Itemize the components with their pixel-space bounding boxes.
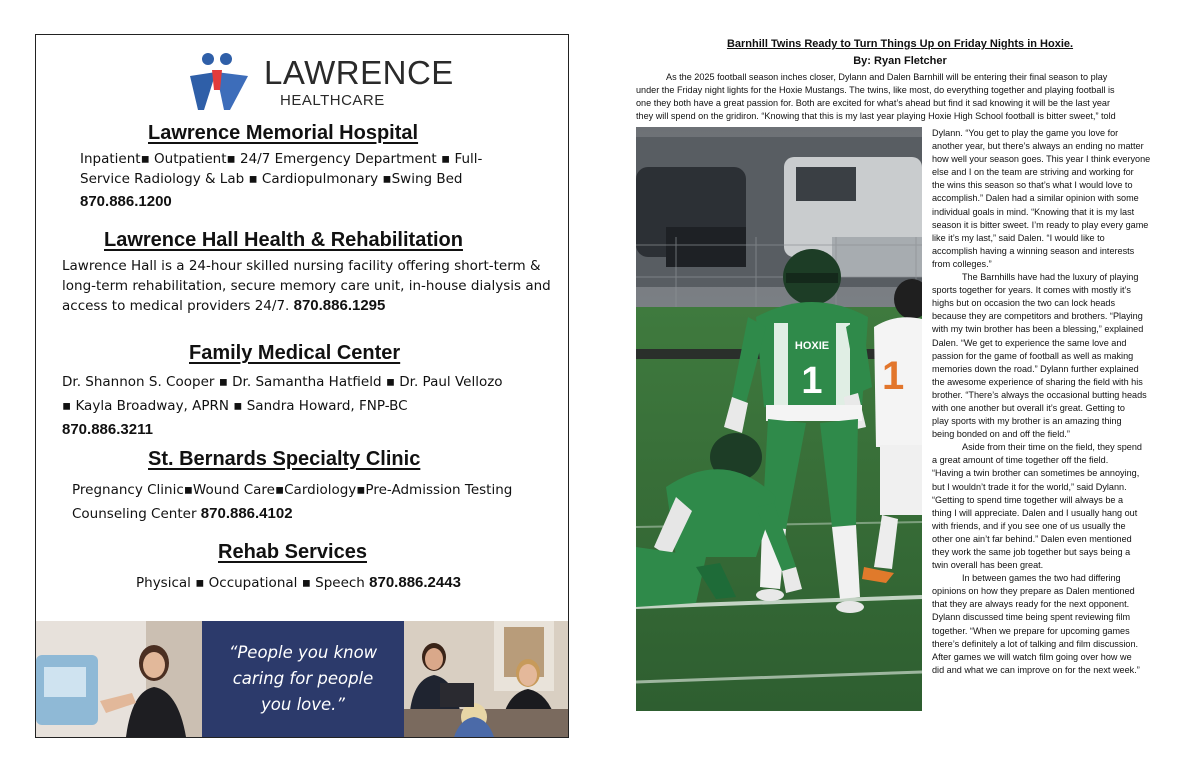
side_lines-line: Dylann. “You get to play the game you love for	[932, 128, 1119, 138]
rehab-services	[136, 573, 461, 593]
lawrence-hall-description	[62, 256, 551, 316]
hospital-phone: 870.886.1200	[80, 193, 172, 210]
side_lines-line: because they are competitors and brothers. “Playing	[932, 311, 1143, 322]
family-medical-line-2: ▪ Kayla Broadway, APRN ▪ Sandra Howard, FNP-BC	[62, 398, 408, 414]
st-bernards-line-2-text: Counseling Center	[72, 506, 201, 522]
side_lines-line: Aside from their time on the field, they spend	[962, 442, 1142, 453]
lawrence-hall-line-1: Lawrence Hall is a 24-hour skilled nursing facility offering short-term &	[62, 258, 541, 274]
top_lines-line: one they both have a great passion for. Both are excited for what’s ahead but find it sad knowing it will be the last year	[636, 98, 1111, 109]
side_lines-line: from colleges.”	[932, 258, 992, 269]
side_lines-line: highs but on occasion the two can lock heads	[932, 298, 1116, 309]
family-medical-providers	[62, 372, 503, 416]
photo-strip	[36, 621, 568, 737]
side_lines-line: a great amount of time together off the field.	[932, 455, 1109, 466]
side_lines-line: the awesome experience of sharing the field with his	[932, 376, 1143, 387]
side_lines-line: “Having a twin brother can sometimes be annoying,	[932, 468, 1140, 479]
side_lines-line: other one ain’t far behind.” Dalen even mentioned	[932, 533, 1132, 544]
lawrence-logo	[186, 50, 454, 112]
side_lines-line: together. “When we prepare for upcoming games	[932, 625, 1130, 636]
side_lines-line: memories down the road.” Dylann further explained	[932, 363, 1139, 374]
st-bernards-services	[72, 480, 512, 524]
healthcare-ad	[35, 34, 569, 738]
side_lines-line: the wins this season so that’s what I would love to	[932, 180, 1133, 191]
section-title-st-bernards: St. Bernards Specialty Clinic	[148, 448, 421, 470]
side_lines-line: how well your season goes. This year I think everyone	[932, 154, 1151, 165]
side_lines-line: season it is bitter sweet. I’m ready to play every game	[932, 219, 1149, 230]
side_lines-line: opinions on how they prepare as Dalen mentioned	[932, 586, 1135, 597]
side_lines-line: In between games the two had differing	[962, 573, 1121, 584]
article-title: Barnhill Twins Ready to Turn Things Up on Friday Nights in Hoxie.	[726, 38, 1074, 50]
side_lines-line: sports together for years. It comes with mostly it’s	[932, 285, 1131, 296]
side_lines-line: being bonded on and off the field.”	[932, 429, 1070, 440]
family-medical-phone: 870.886.3211	[62, 421, 153, 438]
side_lines-line: passion for the game of football as well as making	[932, 350, 1134, 361]
football-photo	[636, 127, 922, 711]
quote-banner	[202, 621, 404, 737]
st-bernards-line-2	[72, 504, 512, 524]
side_lines-line: did and what we can improve on for the next week.”	[932, 664, 1140, 675]
article-intro	[636, 71, 1164, 123]
side_lines-line: there’s definitely a lot of talking and film discussion.	[932, 638, 1139, 649]
side_lines-line: with my twin brother has been a blessing,” explained	[932, 324, 1144, 335]
lawrence-hall-phone: 870.886.1295	[293, 297, 386, 314]
side_lines-line: brother. “There’s always the occasional butting heads	[932, 389, 1147, 400]
st-bernards-line-1: Pregnancy Clinic▪Wound Care▪Cardiology▪Pre-Admission Testing	[72, 482, 513, 498]
side_lines-line: accomplish having a winning season and interests	[932, 245, 1135, 256]
hospital-services-line-2: Service Radiology & Lab ▪ Cardiopulmonary ▪Swing Bed	[80, 171, 463, 187]
side_lines-line: “Getting to spend time together will always be a	[932, 494, 1124, 505]
side_lines-line: Dalen. “We get to experience the same love and	[932, 337, 1127, 348]
side_lines-line: they work the same job together but says being a	[932, 547, 1131, 557]
jersey-number: 1	[801, 360, 823, 402]
people-logo-icon	[186, 50, 258, 112]
lawrence-hall-line-2: long-term rehabilitation, secure memory care unit, in-house dialysis and	[62, 278, 551, 294]
hospital-services-line-1: Inpatient▪ Outpatient▪ 24/7 Emergency Department ▪ Full-	[80, 151, 483, 167]
side_lines-line: like it’s my last,” said Dalen. “I would like to	[932, 232, 1105, 243]
section-title-lawrence-hall: Lawrence Hall Health & Rehabilitation	[104, 229, 463, 251]
side_lines-line: twin overall has been great.	[932, 560, 1044, 571]
article-byline: By: Ryan Fletcher	[853, 55, 947, 67]
hospital-services	[80, 149, 482, 189]
top_lines-line: they will spend on the gridiron. “Knowing that this is my last year playing Hoxie High School football is bitter sweet,” told	[636, 111, 1116, 122]
section-title-hospital: Lawrence Memorial Hospital	[148, 122, 419, 144]
lawrence-hall-line-3-text: access to medical providers 24/7.	[62, 298, 294, 314]
side_lines-line: with one another but overall it’s great. Getting to	[932, 402, 1125, 413]
side_lines-line: After games we will watch film going over how we	[932, 651, 1132, 662]
logo-subtitle: HEALTHCARE	[280, 92, 385, 109]
staff-photo	[404, 621, 568, 737]
st-bernards-phone: 870.886.4102	[200, 505, 293, 522]
nurse-photo	[36, 621, 202, 737]
article-body	[932, 127, 1168, 677]
side_lines-line: that they are always ready for the next opponent.	[932, 599, 1130, 610]
rehab-services-text: Physical ▪ Occupational ▪ Speech	[136, 575, 370, 591]
side_lines-line: else and I on the team are striving and working for	[932, 167, 1134, 178]
section-title-family-medical: Family Medical Center	[189, 342, 401, 364]
opponent-jersey-number: 1	[882, 354, 905, 398]
section-title-rehab: Rehab Services	[218, 541, 367, 563]
logo-name: LAWRENCE	[264, 54, 454, 91]
side_lines-line: play sports with my brother is an amazing thing	[932, 416, 1122, 427]
side_lines-line: but I wouldn’t trade it for the world,” said Dylann.	[932, 481, 1127, 492]
jersey-team-text: HOXIE	[794, 340, 830, 352]
side_lines-line: individual goals in mind. “Knowing that it is my last	[932, 206, 1135, 217]
side_lines-line: accomplish.” Dalen had a similar opinion with some	[932, 193, 1139, 204]
side_lines-line: thing I will appreciate. Dalen and I usually hang out	[932, 507, 1138, 518]
quote-text: “People you know caring for people you love.”	[228, 643, 378, 714]
lawrence-hall-line-3	[62, 296, 551, 316]
top_lines-line: under the Friday night lights for the Hoxie Mustangs. The twins, like most, do everything together and playing football is	[636, 85, 1115, 96]
side_lines-line: Dylann discussed time being spent reviewing film	[932, 612, 1131, 623]
side_lines-line: The Barnhills have had the luxury of playing	[962, 272, 1139, 283]
side_lines-line: with friends, and if you see one of us usually the	[932, 520, 1126, 531]
side_lines-line: another year, but there’s always an ending no matter	[932, 141, 1144, 152]
rehab-phone: 870.886.2443	[369, 574, 461, 591]
top_lines-line: As the 2025 football season inches closer, Dylann and Dalen Barnhill will be entering their final season to play	[666, 72, 1108, 82]
family-medical-line-1: Dr. Shannon S. Cooper ▪ Dr. Samantha Hatfield ▪ Dr. Paul Vellozo	[62, 374, 503, 390]
